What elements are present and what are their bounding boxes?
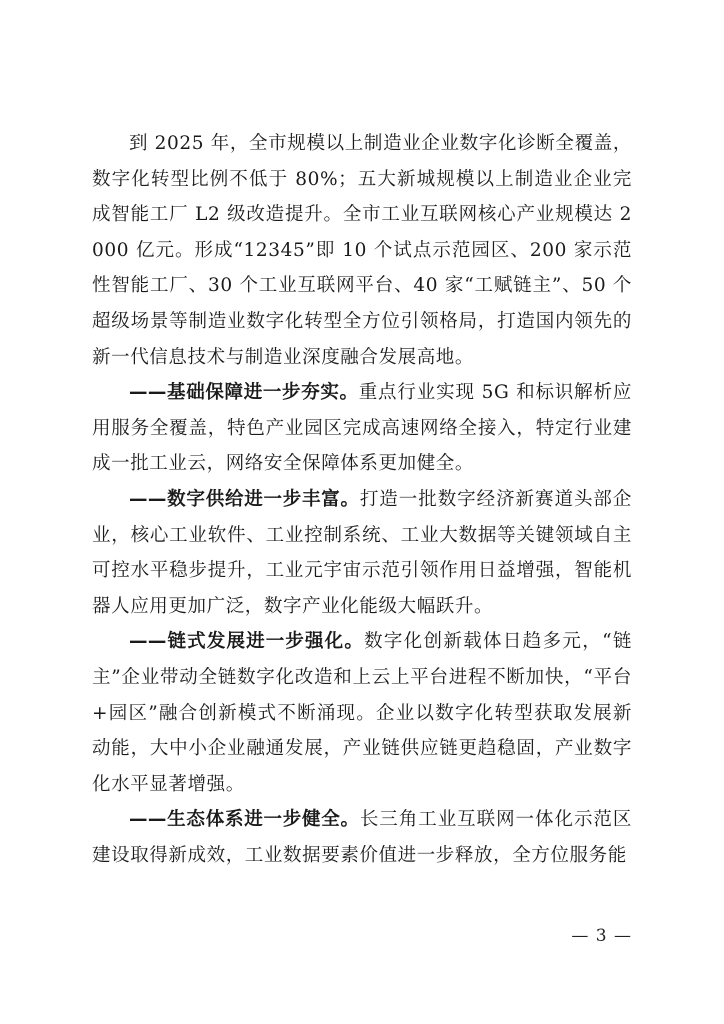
paragraph-lead-heading: ——基础保障进一步夯实。 xyxy=(129,382,359,404)
paragraph-text: 长三角工业互联网一体化示范区建设取得新成效，工业数据要素价值进一步释放，全方位服务能 xyxy=(92,809,632,866)
paragraph-ecosystem xyxy=(92,802,632,873)
body-text xyxy=(92,126,632,873)
paragraph-lead-heading: ——数字供给进一步丰富。 xyxy=(129,488,360,510)
paragraph-text: 到 2025 年，全市规模以上制造业企业数字化诊断全覆盖，数字化转型比例不低于 80%；五大新城规模以上制造业企业完成智能工厂 L2 级改造提升。全市工业互联网核心产业规模达 2000 亿元。形成“12345”即 10 个试点示范园区、200 家示范性智能工厂、30 个工业互联网平台、40 家“工赋链主”、50 个超级场景等制造业数字化转型全方位引领格局，打造国内领先的新一代信息技术与制造业深度融合发展高地。 xyxy=(92,133,632,368)
paragraph-digital-supply xyxy=(92,482,632,624)
paragraph-chain-development xyxy=(92,624,632,802)
paragraph-infrastructure xyxy=(92,375,632,482)
paragraph-lead-heading: ——链式发展进一步强化。 xyxy=(129,631,364,653)
paragraph-targets-2025 xyxy=(92,126,632,375)
paragraph-text: 数字化创新载体日趋多元，“链主”企业带动全链数字化改造和上云上平台进程不断加快，“平台+园区”融合创新模式不断涌现。企业以数字化转型获取发展新动能，大中小企业融通发展，产业链供应链更趋稳固，产业数字化水平显著增强。 xyxy=(92,631,633,795)
paragraph-text: 重点行业实现 5G 和标识解析应用服务全覆盖，特色产业园区完成高速网络全接入，特定行业建成一批工业云，网络安全保障体系更加健全。 xyxy=(92,382,632,475)
page-number: — 3 — xyxy=(571,926,632,946)
paragraph-lead-heading: ——生态体系进一步健全。 xyxy=(129,809,360,831)
paragraph-text: 打造一批数字经济新赛道头部企业，核心工业软件、工业控制系统、工业大数据等关键领域自主可控水平稳步提升，工业元宇宙示范引领作用日益增强，智能机器人应用更加广泛，数字产业化能级大幅跃升。 xyxy=(92,488,632,617)
